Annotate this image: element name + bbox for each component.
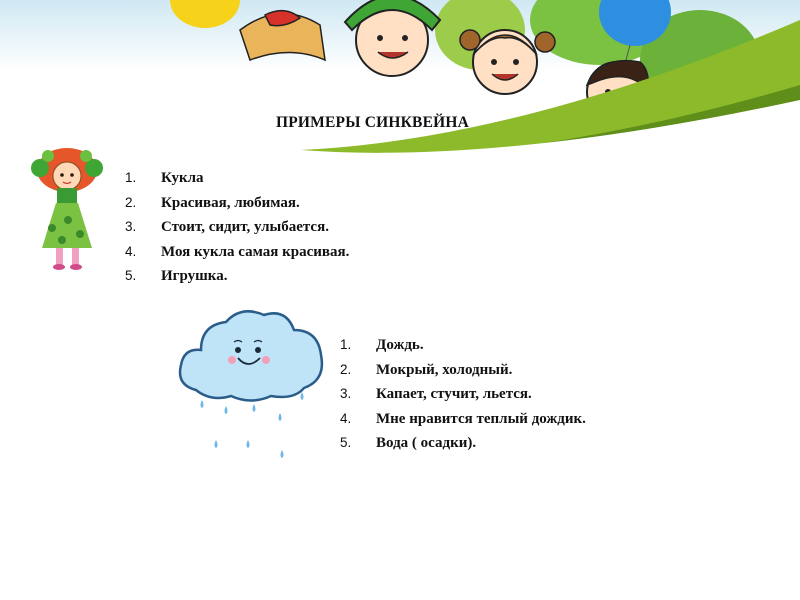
doll-illustration <box>28 148 106 270</box>
list-item: 4. Мне нравится теплый дождик. <box>340 410 586 427</box>
kid-face <box>473 30 537 94</box>
list-item: 1. Кукла <box>125 170 204 186</box>
list-item: 1. Дождь. <box>340 337 424 353</box>
list-item-text: Мокрый, холодный. <box>376 361 513 378</box>
cinquain-list-doll <box>125 166 349 289</box>
list-item-text: Вода ( осадки). <box>376 435 477 451</box>
page-title: ПРИМЕРЫ СИНКВЕЙНА <box>276 114 470 131</box>
list-item-text: Мне нравится теплый дождик. <box>376 410 586 427</box>
children-banner-illustration <box>0 0 800 200</box>
list-item-text: Красивая, любимая. <box>161 194 300 211</box>
list-item: 3. Капает, стучит, льется. <box>340 386 532 402</box>
list-item-text: Дождь. <box>376 337 424 353</box>
list-item-text: Капает, стучит, льется. <box>376 386 532 402</box>
list-item: 2. Красивая, любимая. <box>125 194 300 211</box>
list-item: 3. Стоит, сидит, улыбается. <box>125 219 329 235</box>
list-item-text: Моя кукла самая красивая. <box>161 243 350 260</box>
list-item-text: Кукла <box>161 170 204 186</box>
list-item: 5. Игрушка. <box>125 268 228 284</box>
smiling-cloud-illustration <box>176 300 326 472</box>
list-item-text: Стоит, сидит, улыбается. <box>161 219 329 235</box>
cinquain-list-rain <box>340 333 586 456</box>
list-item-text: Игрушка. <box>161 268 228 284</box>
rain-drops <box>201 392 304 458</box>
list-item: 4. Моя кукла самая красивая. <box>125 243 350 260</box>
list-item: 2. Мокрый, холодный. <box>340 361 513 378</box>
list-item: 5. Вода ( осадки). <box>340 435 477 451</box>
